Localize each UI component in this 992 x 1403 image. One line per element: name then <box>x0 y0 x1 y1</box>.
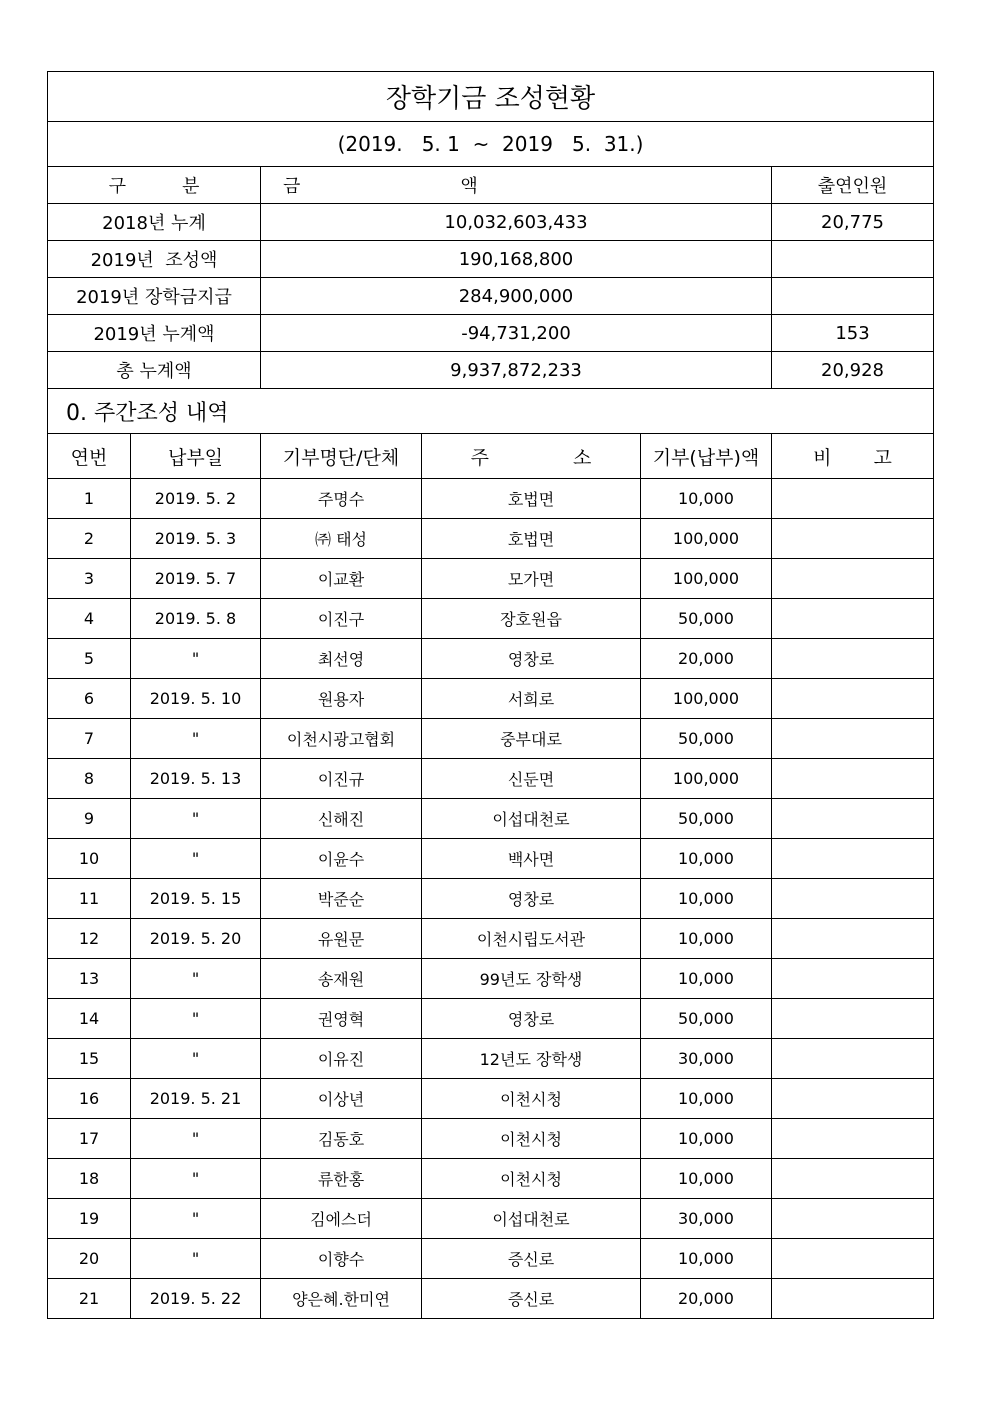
row-amount: 10,000 <box>641 1159 772 1199</box>
row-amount: 20,000 <box>641 1279 772 1319</box>
row-donor: 이향수 <box>261 1239 422 1279</box>
detail-table <box>47 433 934 1319</box>
row-date: " <box>131 1119 261 1159</box>
row-note <box>772 959 934 999</box>
summary-label: 2018년 누계 <box>48 204 261 241</box>
summary-header-category <box>48 167 261 204</box>
summary-header-row <box>48 167 934 204</box>
header-amount-char1: 금 <box>283 176 301 197</box>
row-number: 15 <box>48 1039 131 1079</box>
table-row <box>48 519 934 559</box>
row-date: " <box>131 1239 261 1279</box>
row-number: 14 <box>48 999 131 1039</box>
row-number: 17 <box>48 1119 131 1159</box>
row-note <box>772 839 934 879</box>
row-address: 12년도 장학생 <box>422 1039 641 1079</box>
row-date: 2019. 5. 22 <box>131 1279 261 1319</box>
table-row <box>48 1199 934 1239</box>
row-amount: 50,000 <box>641 599 772 639</box>
row-amount: 10,000 <box>641 479 772 519</box>
row-donor: 이윤수 <box>261 839 422 879</box>
row-amount: 50,000 <box>641 999 772 1039</box>
table-row <box>48 879 934 919</box>
row-date: 2019. 5. 20 <box>131 919 261 959</box>
summary-label: 2019년 누계액 <box>48 315 261 352</box>
header-amount: 기부(납부)액 <box>641 434 772 479</box>
row-address: 이천시청 <box>422 1119 641 1159</box>
row-donor: 신해진 <box>261 799 422 839</box>
summary-table <box>47 71 934 434</box>
row-number: 1 <box>48 479 131 519</box>
row-address: 이천시립도서관 <box>422 919 641 959</box>
row-note <box>772 719 934 759</box>
summary-amount: 284,900,000 <box>261 278 772 315</box>
row-address: 이천시청 <box>422 1159 641 1199</box>
row-donor: 원용자 <box>261 679 422 719</box>
row-address: 영창로 <box>422 639 641 679</box>
row-number: 10 <box>48 839 131 879</box>
row-number: 6 <box>48 679 131 719</box>
table-row <box>48 679 934 719</box>
table-row <box>48 799 934 839</box>
table-row <box>48 1159 934 1199</box>
row-number: 12 <box>48 919 131 959</box>
table-row <box>48 959 934 999</box>
row-donor: 이교환 <box>261 559 422 599</box>
table-row <box>48 999 934 1039</box>
row-address: 서희로 <box>422 679 641 719</box>
row-donor: 양은혜.한미연 <box>261 1279 422 1319</box>
row-address: 이섭대천로 <box>422 1199 641 1239</box>
row-date: " <box>131 639 261 679</box>
row-amount: 100,000 <box>641 519 772 559</box>
row-amount: 50,000 <box>641 719 772 759</box>
period-range: (2019. 5. 1 ~ 2019 5. 31.) <box>48 122 934 167</box>
row-amount: 10,000 <box>641 959 772 999</box>
row-address: 증신로 <box>422 1279 641 1319</box>
row-note <box>772 639 934 679</box>
row-amount: 100,000 <box>641 679 772 719</box>
row-note <box>772 1199 934 1239</box>
row-donor: 최선영 <box>261 639 422 679</box>
row-note <box>772 1239 934 1279</box>
row-amount: 10,000 <box>641 1119 772 1159</box>
row-note <box>772 759 934 799</box>
row-amount: 30,000 <box>641 1039 772 1079</box>
summary-row <box>48 204 934 241</box>
row-date: 2019. 5. 15 <box>131 879 261 919</box>
row-note <box>772 1119 934 1159</box>
table-row <box>48 639 934 679</box>
header-address-char2: 소 <box>573 446 592 469</box>
detail-header-row <box>48 434 934 479</box>
summary-label: 총 누계액 <box>48 352 261 389</box>
row-donor: 유원문 <box>261 919 422 959</box>
row-address: 모가면 <box>422 559 641 599</box>
row-note <box>772 1039 934 1079</box>
row-donor: 송재원 <box>261 959 422 999</box>
row-date: " <box>131 799 261 839</box>
row-address: 백사면 <box>422 839 641 879</box>
row-note <box>772 919 934 959</box>
row-date: " <box>131 719 261 759</box>
summary-amount: -94,731,200 <box>261 315 772 352</box>
summary-people: 20,775 <box>772 204 934 241</box>
row-date: " <box>131 1159 261 1199</box>
table-row <box>48 1239 934 1279</box>
row-address: 중부대로 <box>422 719 641 759</box>
row-number: 5 <box>48 639 131 679</box>
row-date: " <box>131 999 261 1039</box>
row-number: 19 <box>48 1199 131 1239</box>
table-row <box>48 719 934 759</box>
row-donor: 이천시광고협회 <box>261 719 422 759</box>
row-donor: 류한홍 <box>261 1159 422 1199</box>
header-note-char1: 비 <box>813 446 832 469</box>
row-number: 8 <box>48 759 131 799</box>
row-date: " <box>131 839 261 879</box>
row-amount: 10,000 <box>641 919 772 959</box>
row-address: 호법면 <box>422 519 641 559</box>
table-row <box>48 479 934 519</box>
row-note <box>772 1079 934 1119</box>
header-category-char1: 구 <box>108 176 126 197</box>
header-address-char1: 주 <box>470 446 489 469</box>
summary-people <box>772 241 934 278</box>
header-category-char2: 분 <box>182 176 200 197</box>
row-note <box>772 519 934 559</box>
summary-header-amount <box>261 167 772 204</box>
row-date: " <box>131 1199 261 1239</box>
header-amount-char2: 액 <box>460 176 478 197</box>
summary-amount: 190,168,800 <box>261 241 772 278</box>
summary-row <box>48 241 934 278</box>
row-address: 영창로 <box>422 879 641 919</box>
summary-people: 20,928 <box>772 352 934 389</box>
row-number: 21 <box>48 1279 131 1319</box>
row-number: 2 <box>48 519 131 559</box>
row-note <box>772 1279 934 1319</box>
row-address: 이섭대천로 <box>422 799 641 839</box>
row-number: 20 <box>48 1239 131 1279</box>
row-donor: 이상년 <box>261 1079 422 1119</box>
row-donor: 김동호 <box>261 1119 422 1159</box>
row-date: 2019. 5. 13 <box>131 759 261 799</box>
row-donor: 이진규 <box>261 759 422 799</box>
summary-row <box>48 315 934 352</box>
summary-row <box>48 352 934 389</box>
section-title: 0. 주간조성 내역 <box>48 389 934 434</box>
table-row <box>48 919 934 959</box>
summary-header-people: 출연인원 <box>772 167 934 204</box>
row-donor: 권영혁 <box>261 999 422 1039</box>
table-row <box>48 1279 934 1319</box>
header-date: 납부일 <box>131 434 261 479</box>
summary-row <box>48 278 934 315</box>
row-amount: 100,000 <box>641 559 772 599</box>
row-number: 7 <box>48 719 131 759</box>
row-donor: 주명수 <box>261 479 422 519</box>
row-note <box>772 479 934 519</box>
row-number: 3 <box>48 559 131 599</box>
row-number: 9 <box>48 799 131 839</box>
row-address: 99년도 장학생 <box>422 959 641 999</box>
fund-status-document <box>47 71 933 1319</box>
summary-label: 2019년 장학금지급 <box>48 278 261 315</box>
row-date: 2019. 5. 2 <box>131 479 261 519</box>
row-address: 장호원읍 <box>422 599 641 639</box>
row-donor: 김에스더 <box>261 1199 422 1239</box>
table-row <box>48 839 934 879</box>
row-number: 16 <box>48 1079 131 1119</box>
page-title: 장학기금 조성현황 <box>48 72 934 122</box>
row-donor: 이유진 <box>261 1039 422 1079</box>
row-donor: 박준순 <box>261 879 422 919</box>
row-number: 11 <box>48 879 131 919</box>
summary-people <box>772 278 934 315</box>
table-row <box>48 1039 934 1079</box>
row-donor: ㈜ 태성 <box>261 519 422 559</box>
row-date: 2019. 5. 7 <box>131 559 261 599</box>
row-number: 18 <box>48 1159 131 1199</box>
row-amount: 10,000 <box>641 839 772 879</box>
row-date: 2019. 5. 8 <box>131 599 261 639</box>
table-row <box>48 1079 934 1119</box>
row-amount: 50,000 <box>641 799 772 839</box>
row-address: 영창로 <box>422 999 641 1039</box>
row-number: 13 <box>48 959 131 999</box>
header-donor: 기부명단/단체 <box>261 434 422 479</box>
table-row <box>48 759 934 799</box>
row-note <box>772 559 934 599</box>
row-date: " <box>131 1039 261 1079</box>
row-address: 증신로 <box>422 1239 641 1279</box>
row-note <box>772 999 934 1039</box>
row-date: 2019. 5. 21 <box>131 1079 261 1119</box>
row-note <box>772 879 934 919</box>
header-address <box>422 434 641 479</box>
row-note <box>772 799 934 839</box>
row-note <box>772 1159 934 1199</box>
row-date: 2019. 5. 3 <box>131 519 261 559</box>
summary-amount: 10,032,603,433 <box>261 204 772 241</box>
row-note <box>772 679 934 719</box>
summary-people: 153 <box>772 315 934 352</box>
summary-amount: 9,937,872,233 <box>261 352 772 389</box>
row-amount: 30,000 <box>641 1199 772 1239</box>
table-row <box>48 1119 934 1159</box>
header-no: 연번 <box>48 434 131 479</box>
row-address: 호법면 <box>422 479 641 519</box>
row-amount: 20,000 <box>641 639 772 679</box>
row-date: 2019. 5. 10 <box>131 679 261 719</box>
table-row <box>48 599 934 639</box>
row-date: " <box>131 959 261 999</box>
row-address: 이천시청 <box>422 1079 641 1119</box>
row-address: 신둔면 <box>422 759 641 799</box>
row-amount: 100,000 <box>641 759 772 799</box>
row-amount: 10,000 <box>641 879 772 919</box>
row-donor: 이진구 <box>261 599 422 639</box>
row-number: 4 <box>48 599 131 639</box>
row-amount: 10,000 <box>641 1239 772 1279</box>
header-note <box>772 434 934 479</box>
row-amount: 10,000 <box>641 1079 772 1119</box>
row-note <box>772 599 934 639</box>
table-row <box>48 559 934 599</box>
header-note-char2: 고 <box>873 446 892 469</box>
summary-label: 2019년 조성액 <box>48 241 261 278</box>
